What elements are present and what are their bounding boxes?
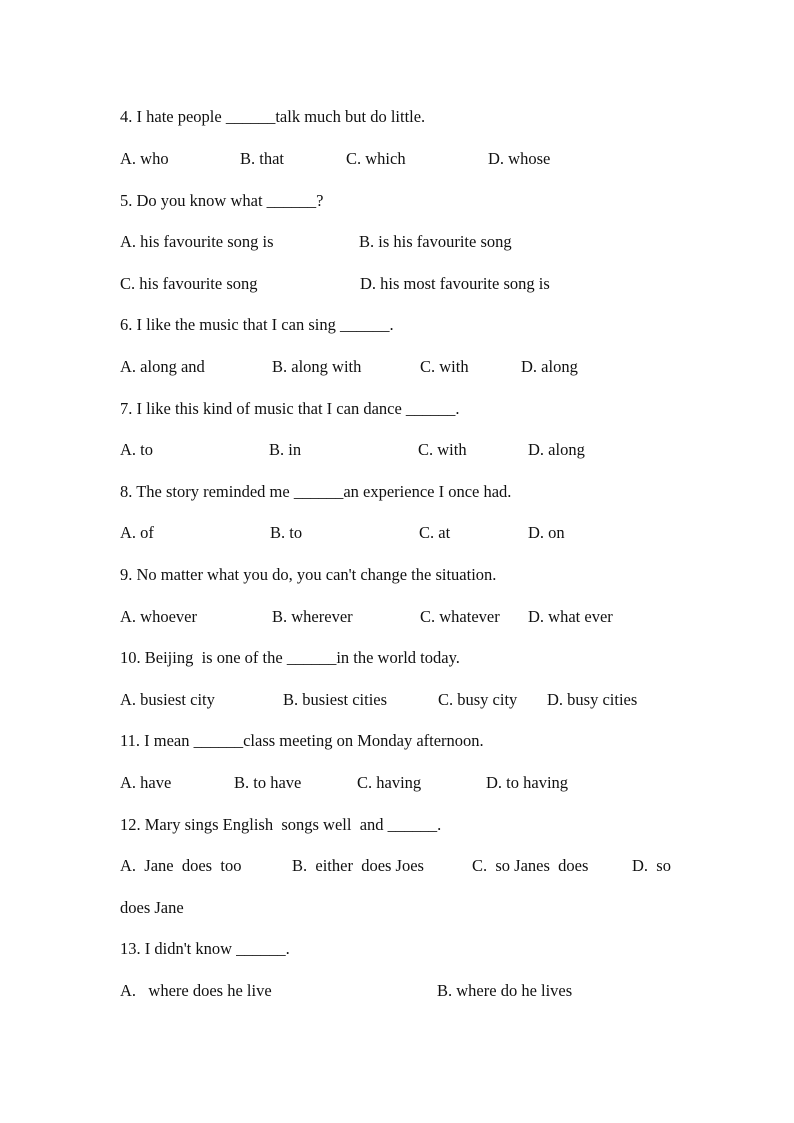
question-11-option-a: A. have (120, 773, 172, 792)
question-12-option-b: B. either does Joes (292, 856, 424, 875)
question-6-option-b: B. along with (272, 357, 362, 376)
question-12-option-c: C. so Janes does (472, 856, 589, 875)
question-4-option-c: C. which (346, 149, 406, 168)
question-11-stem: 11. I mean ______class meeting on Monday afternoon. (120, 731, 484, 750)
question-5-option-d: D. his most favourite song is (360, 274, 550, 293)
question-5-option-b: B. is his favourite song (359, 232, 512, 251)
question-4-stem: 4. I hate people ______talk much but do little. (120, 107, 426, 126)
question-10-option-d: D. busy cities (547, 690, 638, 709)
question-5-option-c: C. his favourite song (120, 274, 258, 293)
question-6-option-d: D. along (521, 357, 578, 376)
question-7-option-c: C. with (418, 440, 467, 459)
question-8-option-d: D. on (528, 523, 565, 542)
question-11-option-c: C. having (357, 773, 422, 792)
question-9-stem: 9. No matter what you do, you can't change the situation. (120, 565, 497, 584)
question-4-option-a: A. who (120, 149, 169, 168)
question-9-option-b: B. wherever (272, 607, 353, 626)
question-8-option-c: C. at (419, 523, 451, 542)
question-13-option-b: B. where do he lives (437, 981, 573, 1000)
question-5-option-a: A. his favourite song is (120, 232, 274, 251)
question-5-stem: 5. Do you know what ______? (120, 191, 324, 210)
question-8-stem: 8. The story reminded me ______an experience I once had. (120, 482, 512, 501)
question-7-option-b: B. in (269, 440, 302, 459)
question-10-option-a: A. busiest city (120, 690, 215, 709)
question-6-option-c: C. with (420, 357, 469, 376)
question-7-option-a: A. to (120, 440, 153, 459)
question-11-option-b: B. to have (234, 773, 302, 792)
question-12-option-a: A. Jane does too (120, 856, 242, 875)
question-8-option-a: A. of (120, 523, 154, 542)
question-9-option-d: D. what ever (528, 607, 613, 626)
question-12-stem: 12. Mary sings English songs well and ______. (120, 815, 442, 834)
question-4-option-b: B. that (240, 149, 284, 168)
question-11-option-d: D. to having (486, 773, 569, 792)
question-8-option-b: B. to (270, 523, 303, 542)
question-6-stem: 6. I like the music that I can sing ______. (120, 315, 394, 334)
question-12-option-d: D. so (632, 856, 671, 875)
question-10-option-c: C. busy city (438, 690, 518, 709)
question-12-option-d-continuation: does Jane (120, 898, 184, 917)
question-10-option-b: B. busiest cities (283, 690, 388, 709)
question-9-option-a: A. whoever (120, 607, 197, 626)
question-10-stem: 10. Beijing is one of the ______in the world today. (120, 648, 460, 667)
question-6-option-a: A. along and (120, 357, 205, 376)
question-4-option-d: D. whose (488, 149, 551, 168)
question-9-option-c: C. whatever (420, 607, 500, 626)
question-13-stem: 13. I didn't know ______. (120, 939, 290, 958)
question-7-stem: 7. I like this kind of music that I can dance ______. (120, 399, 460, 418)
question-13-option-a: A. where does he live (120, 981, 272, 1000)
question-7-option-d: D. along (528, 440, 585, 459)
